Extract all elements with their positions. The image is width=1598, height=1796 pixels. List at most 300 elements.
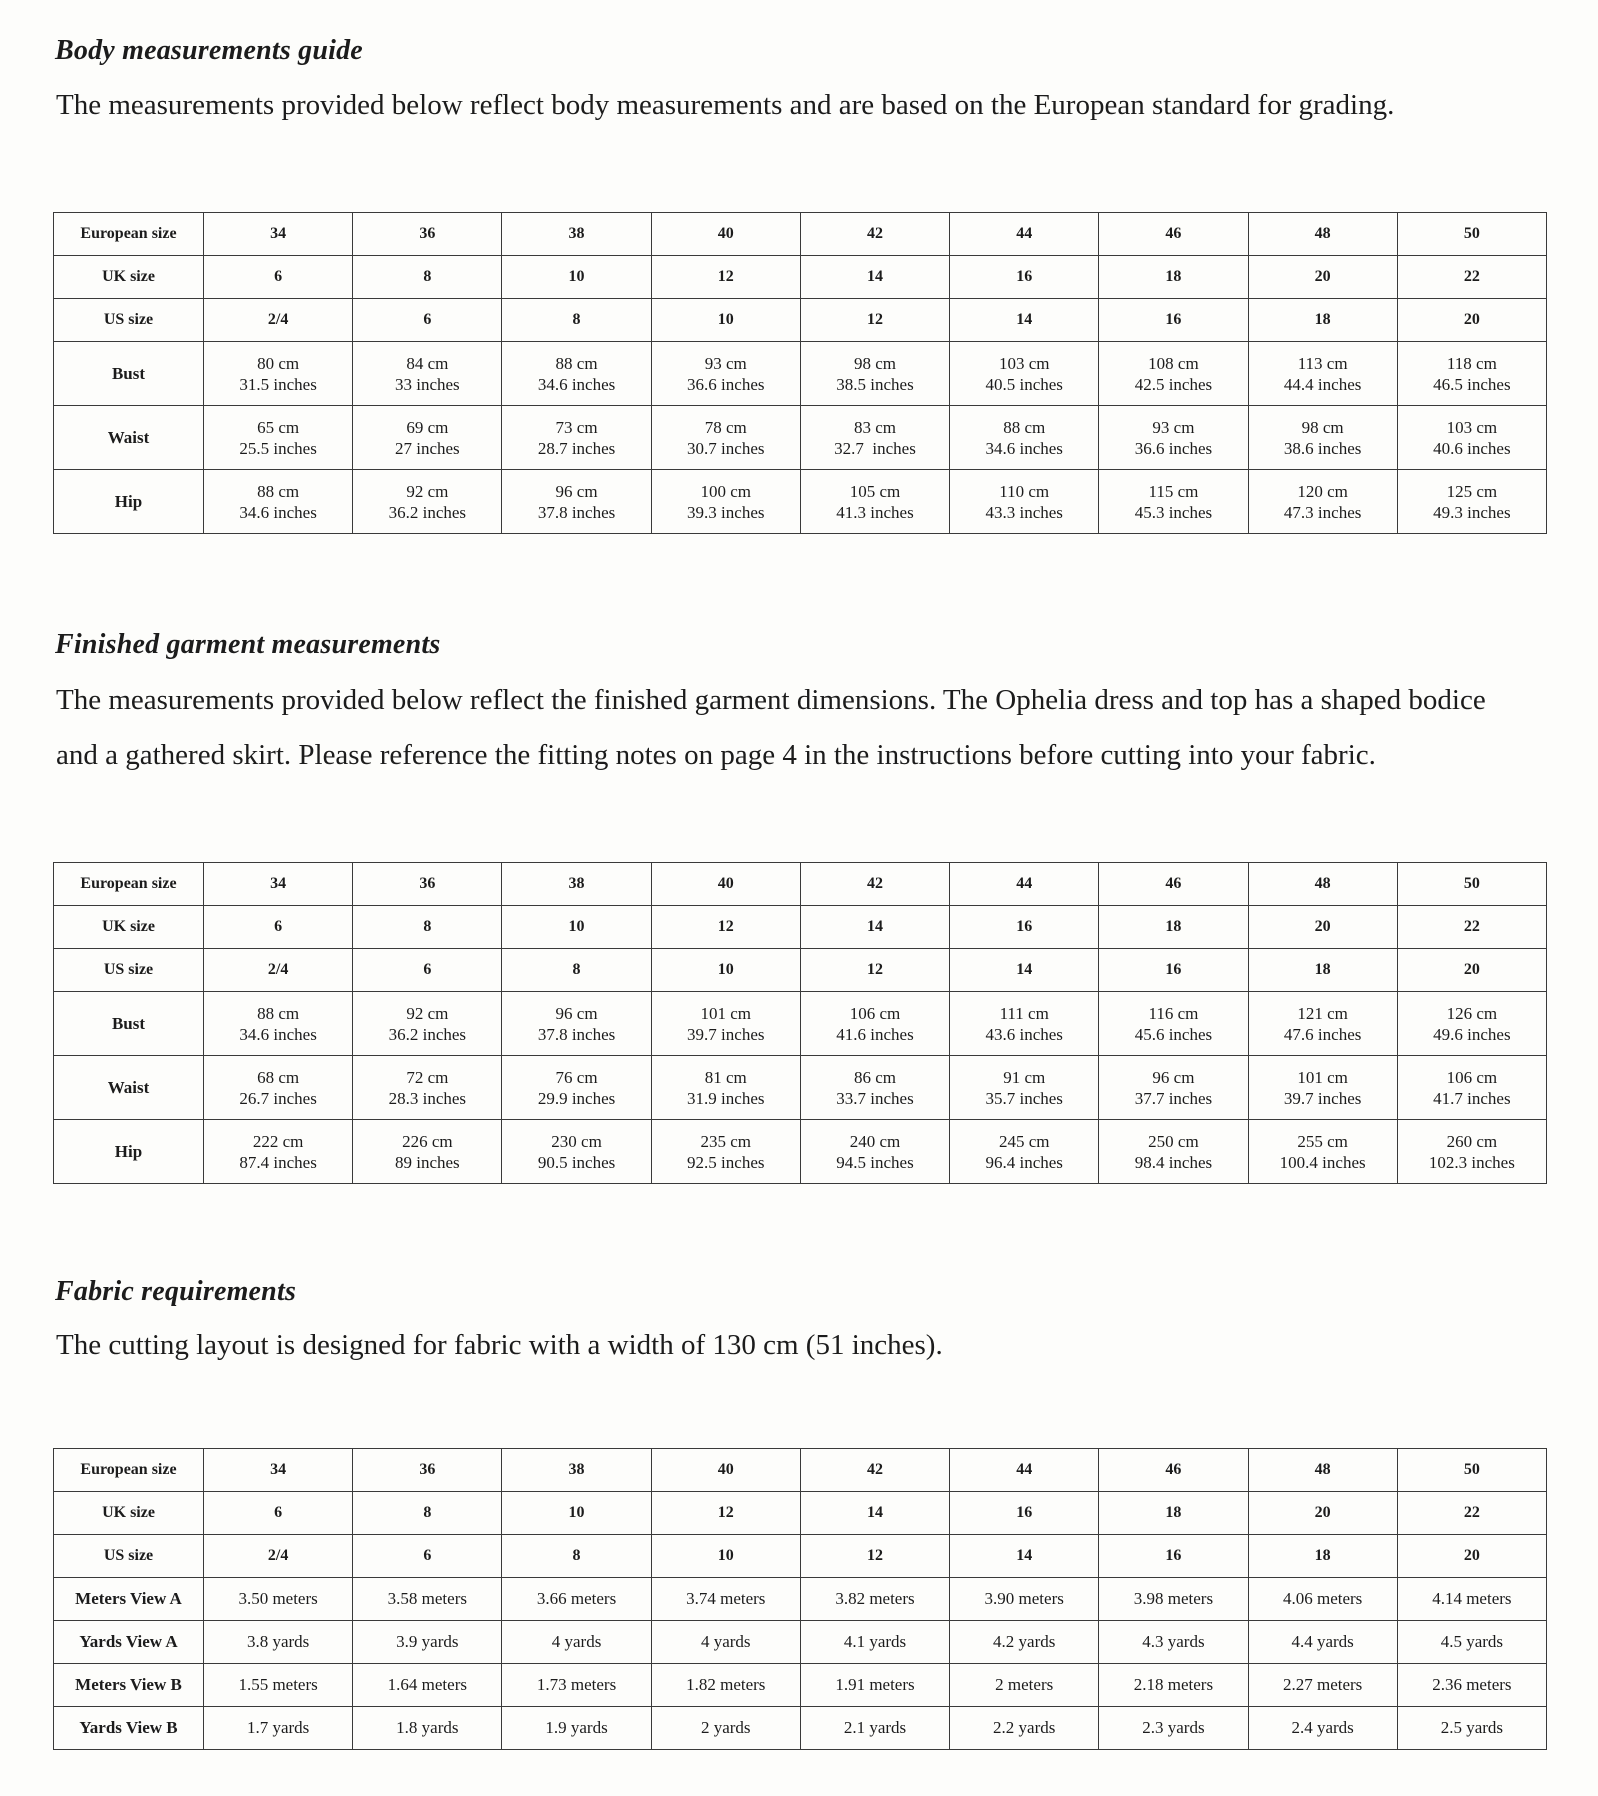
- size-cell: 12: [651, 906, 800, 949]
- fabric-cell: 2.2 yards: [950, 1707, 1099, 1750]
- row-label: UK size: [54, 906, 204, 949]
- inches-value: 34.6 inches: [239, 502, 317, 522]
- cm-value: 93 cm: [1152, 417, 1195, 437]
- cm-value: 120 cm: [1297, 481, 1348, 501]
- inches-value: 45.6 inches: [1134, 1024, 1213, 1044]
- inches-value: 32.7 inches: [834, 438, 916, 458]
- inches-value: 43.6 inches: [985, 1024, 1063, 1044]
- inches-value: 102.3 inches: [1428, 1152, 1515, 1172]
- size-cell: 6: [204, 1492, 353, 1535]
- size-cell: 50: [1397, 1449, 1546, 1492]
- size-cell: 48: [1248, 1449, 1397, 1492]
- body-measurements-description: The measurements provided below reflect body measurements and are based on the European standard for grading.: [56, 89, 1395, 121]
- measurement-cell: [800, 406, 949, 470]
- description-line: The measurements provided below reflect the finished garment dimensions. The Ophelia dress and top has a shaped bodice: [56, 684, 1486, 716]
- inches-value: 28.7 inches: [537, 438, 616, 458]
- inches-value: 42.5 inches: [1134, 374, 1213, 394]
- row-label: UK size: [54, 256, 204, 299]
- measurement-cell: [502, 406, 651, 470]
- size-cell: 6: [353, 949, 502, 992]
- cm-value: 106 cm: [1446, 1067, 1498, 1087]
- fabric-cell: 2 meters: [950, 1664, 1099, 1707]
- cm-value: 111 cm: [999, 1003, 1049, 1023]
- measurement-cell: [353, 342, 502, 406]
- size-cell: 34: [204, 213, 353, 256]
- inches-value: 37.8 inches: [537, 502, 616, 522]
- size-cell: 18: [1248, 1535, 1397, 1578]
- fabric-requirements-title: Fabric requirements: [55, 1276, 297, 1307]
- size-cell: 20: [1248, 1492, 1397, 1535]
- measurement-cell: [204, 1120, 353, 1184]
- measurement-cell: [1248, 992, 1397, 1056]
- row-label: US size: [54, 1535, 204, 1578]
- measurement-cell: [1397, 342, 1546, 406]
- cm-value: 84 cm: [406, 353, 449, 373]
- size-cell: 8: [502, 949, 651, 992]
- measurement-cell: [950, 342, 1099, 406]
- inches-value: 96.4 inches: [985, 1152, 1063, 1172]
- fabric-cell: 2.1 yards: [800, 1707, 949, 1750]
- fabric-cell: 1.9 yards: [502, 1707, 651, 1750]
- size-cell: 34: [204, 863, 353, 906]
- inches-value: 39.3 inches: [687, 502, 765, 522]
- garment-measurements-title: Finished garment measurements: [55, 629, 441, 660]
- inches-value: 34.6 inches: [537, 374, 616, 394]
- table-row: [54, 1056, 1547, 1120]
- inches-value: 40.6 inches: [1433, 438, 1511, 458]
- measurement-cell: [204, 1056, 353, 1120]
- size-cell: 18: [1099, 256, 1248, 299]
- cm-value: 100 cm: [700, 481, 752, 501]
- size-cell: 20: [1248, 256, 1397, 299]
- inches-value: 89 inches: [394, 1152, 460, 1172]
- body-measurements-title: Body measurements guide: [55, 35, 363, 66]
- garment-measurements-description: [56, 673, 1486, 783]
- fabric-cell: 4.14 meters: [1397, 1578, 1546, 1621]
- fabric-cell: 1.82 meters: [651, 1664, 800, 1707]
- size-cell: 34: [204, 1449, 353, 1492]
- size-cell: 20: [1248, 906, 1397, 949]
- table-row: [54, 1120, 1547, 1184]
- cm-value: 98 cm: [853, 353, 896, 373]
- inches-value: 31.5 inches: [239, 374, 317, 394]
- cm-value: 92 cm: [406, 1003, 449, 1023]
- size-cell: 40: [651, 213, 800, 256]
- size-cell: 16: [950, 1492, 1099, 1535]
- fabric-cell: 4.2 yards: [950, 1621, 1099, 1664]
- measurement-cell: [651, 342, 800, 406]
- us-size-row: [54, 949, 1547, 992]
- inches-value: 35.7 inches: [985, 1088, 1063, 1108]
- cm-value: 72 cm: [406, 1067, 449, 1087]
- cm-value: 88 cm: [257, 481, 300, 501]
- measurement-cell: [502, 342, 651, 406]
- row-label: Meters View B: [54, 1664, 204, 1707]
- measurement-cell: [204, 342, 353, 406]
- fabric-cell: 3.66 meters: [502, 1578, 651, 1621]
- cm-value: 73 cm: [555, 417, 598, 437]
- size-cell: 14: [800, 256, 949, 299]
- measurement-cell: [1248, 342, 1397, 406]
- measurement-cell: [353, 1056, 502, 1120]
- cm-value: 101 cm: [1297, 1067, 1348, 1087]
- fabric-cell: 2.4 yards: [1248, 1707, 1397, 1750]
- size-cell: 16: [950, 906, 1099, 949]
- measurement-cell: [651, 992, 800, 1056]
- cm-value: 76 cm: [555, 1067, 598, 1087]
- measurement-cell: [502, 1120, 651, 1184]
- inches-value: 94.5 inches: [836, 1152, 914, 1172]
- row-label: European size: [54, 863, 204, 906]
- measurement-cell: [1099, 470, 1248, 534]
- fabric-cell: 3.74 meters: [651, 1578, 800, 1621]
- measurement-cell: [950, 992, 1099, 1056]
- cm-value: 250 cm: [1148, 1131, 1199, 1151]
- size-cell: 14: [800, 1492, 949, 1535]
- cm-value: 96 cm: [1152, 1067, 1195, 1087]
- size-cell: 14: [950, 1535, 1099, 1578]
- measurement-cell: [1099, 992, 1248, 1056]
- fabric-cell: 3.90 meters: [950, 1578, 1099, 1621]
- inches-value: 34.6 inches: [985, 438, 1063, 458]
- row-label: US size: [54, 949, 204, 992]
- european-size-row: [54, 863, 1547, 906]
- size-cell: 36: [353, 863, 502, 906]
- size-cell: 12: [800, 1535, 949, 1578]
- measurement-cell: [502, 470, 651, 534]
- inches-value: 34.6 inches: [239, 1024, 317, 1044]
- inches-value: 37.8 inches: [537, 1024, 616, 1044]
- size-cell: 22: [1397, 1492, 1546, 1535]
- fabric-cell: 3.8 yards: [204, 1621, 353, 1664]
- measurement-cell: [800, 1120, 949, 1184]
- fabric-cell: 4.1 yards: [800, 1621, 949, 1664]
- size-cell: 6: [204, 906, 353, 949]
- european-size-row: [54, 213, 1547, 256]
- cm-value: 118 cm: [1446, 353, 1497, 373]
- size-cell: 20: [1397, 949, 1546, 992]
- inches-value: 41.7 inches: [1433, 1088, 1511, 1108]
- size-cell: 2/4: [204, 299, 353, 342]
- size-cell: 10: [651, 1535, 800, 1578]
- cm-value: 255 cm: [1297, 1131, 1348, 1151]
- measurement-cell: [950, 406, 1099, 470]
- fabric-cell: 2.27 meters: [1248, 1664, 1397, 1707]
- measurement-cell: [1099, 342, 1248, 406]
- inches-value: 28.3 inches: [388, 1088, 467, 1108]
- inches-value: 90.5 inches: [537, 1152, 616, 1172]
- row-label: European size: [54, 213, 204, 256]
- measurement-cell: [651, 470, 800, 534]
- cm-value: 108 cm: [1148, 353, 1199, 373]
- cm-value: 103 cm: [1446, 417, 1498, 437]
- size-cell: 46: [1099, 213, 1248, 256]
- size-cell: 44: [950, 213, 1099, 256]
- measurement-cell: [950, 1056, 1099, 1120]
- fabric-cell: 4 yards: [651, 1621, 800, 1664]
- cm-value: 235 cm: [700, 1131, 752, 1151]
- measurement-cell: [1397, 1056, 1546, 1120]
- size-cell: 2/4: [204, 1535, 353, 1578]
- table-row: [54, 406, 1547, 470]
- size-cell: 42: [800, 213, 949, 256]
- inches-value: 33.7 inches: [836, 1088, 914, 1108]
- size-cell: 12: [651, 256, 800, 299]
- cm-value: 103 cm: [998, 353, 1050, 373]
- size-cell: 16: [1099, 949, 1248, 992]
- cm-value: 86 cm: [853, 1067, 896, 1087]
- inches-value: 41.6 inches: [836, 1024, 914, 1044]
- row-label: Bust: [54, 342, 204, 406]
- cm-value: 101 cm: [700, 1003, 752, 1023]
- inches-value: 44.4 inches: [1283, 374, 1362, 394]
- measurement-cell: [1397, 470, 1546, 534]
- cm-value: 78 cm: [704, 417, 747, 437]
- size-cell: 46: [1099, 1449, 1248, 1492]
- table-row: [54, 1578, 1547, 1621]
- description-line: and a gathered skirt. Please reference the fitting notes on page 4 in the instructions before cutting into your fabric.: [56, 739, 1376, 771]
- cm-value: 88 cm: [1003, 417, 1046, 437]
- size-cell: 8: [353, 1492, 502, 1535]
- measurement-cell: [1099, 1120, 1248, 1184]
- cm-value: 83 cm: [853, 417, 896, 437]
- size-cell: 6: [353, 1535, 502, 1578]
- measurement-cell: [1099, 406, 1248, 470]
- inches-value: 40.5 inches: [985, 374, 1063, 394]
- size-cell: 12: [651, 1492, 800, 1535]
- cm-value: 240 cm: [849, 1131, 901, 1151]
- measurement-cell: [1248, 406, 1397, 470]
- measurement-cell: [353, 992, 502, 1056]
- size-cell: 42: [800, 863, 949, 906]
- table-row: [54, 342, 1547, 406]
- measurement-cell: [1397, 406, 1546, 470]
- size-cell: 18: [1099, 906, 1248, 949]
- size-cell: 50: [1397, 213, 1546, 256]
- size-cell: 14: [950, 949, 1099, 992]
- fabric-cell: 2 yards: [651, 1707, 800, 1750]
- inches-value: 31.9 inches: [687, 1088, 765, 1108]
- fabric-cell: 4.4 yards: [1248, 1621, 1397, 1664]
- size-cell: 36: [353, 1449, 502, 1492]
- fabric-cell: 4.5 yards: [1397, 1621, 1546, 1664]
- us-size-row: [54, 299, 1547, 342]
- inches-value: 36.2 inches: [388, 1024, 467, 1044]
- cm-value: 96 cm: [555, 481, 598, 501]
- uk-size-row: [54, 256, 1547, 299]
- european-size-row: [54, 1449, 1547, 1492]
- cm-value: 69 cm: [406, 417, 449, 437]
- fabric-cell: 4 yards: [502, 1621, 651, 1664]
- size-cell: 10: [651, 949, 800, 992]
- fabric-cell: 3.82 meters: [800, 1578, 949, 1621]
- size-cell: 48: [1248, 213, 1397, 256]
- inches-value: 46.5 inches: [1433, 374, 1511, 394]
- inches-value: 100.4 inches: [1279, 1152, 1366, 1172]
- inches-value: 36.2 inches: [388, 502, 467, 522]
- cm-value: 125 cm: [1446, 481, 1498, 501]
- fabric-cell: 3.9 yards: [353, 1621, 502, 1664]
- row-label: Waist: [54, 1056, 204, 1120]
- row-label: Bust: [54, 992, 204, 1056]
- size-cell: 20: [1397, 299, 1546, 342]
- row-label: Hip: [54, 470, 204, 534]
- cm-value: 65 cm: [257, 417, 300, 437]
- cm-value: 81 cm: [704, 1067, 747, 1087]
- row-label: European size: [54, 1449, 204, 1492]
- size-cell: 22: [1397, 906, 1546, 949]
- inches-value: 92.5 inches: [687, 1152, 765, 1172]
- inches-value: 47.3 inches: [1283, 502, 1362, 522]
- inches-value: 87.4 inches: [239, 1152, 317, 1172]
- fabric-cell: 3.58 meters: [353, 1578, 502, 1621]
- measurement-cell: [800, 470, 949, 534]
- size-cell: 44: [950, 863, 1099, 906]
- row-label: UK size: [54, 1492, 204, 1535]
- uk-size-row: [54, 1492, 1547, 1535]
- inches-value: 38.5 inches: [836, 374, 914, 394]
- measurement-cell: [1099, 1056, 1248, 1120]
- cm-value: 68 cm: [257, 1067, 300, 1087]
- measurement-cell: [502, 1056, 651, 1120]
- row-label: Hip: [54, 1120, 204, 1184]
- measurement-cell: [950, 470, 1099, 534]
- size-cell: 14: [800, 906, 949, 949]
- cm-value: 121 cm: [1297, 1003, 1348, 1023]
- cm-value: 245 cm: [998, 1131, 1050, 1151]
- measurement-cell: [651, 1120, 800, 1184]
- cm-value: 106 cm: [849, 1003, 901, 1023]
- inches-value: 43.3 inches: [985, 502, 1063, 522]
- row-label: Yards View B: [54, 1707, 204, 1750]
- size-cell: 46: [1099, 863, 1248, 906]
- inches-value: 36.6 inches: [687, 374, 765, 394]
- inches-value: 49.3 inches: [1433, 502, 1511, 522]
- fabric-cell: 4.3 yards: [1099, 1621, 1248, 1664]
- measurement-cell: [1397, 992, 1546, 1056]
- size-cell: 42: [800, 1449, 949, 1492]
- size-cell: 18: [1248, 949, 1397, 992]
- table-row: [54, 470, 1547, 534]
- measurement-cell: [651, 406, 800, 470]
- inches-value: 39.7 inches: [1283, 1088, 1362, 1108]
- inches-value: 33 inches: [394, 374, 460, 394]
- size-cell: 14: [950, 299, 1099, 342]
- fabric-cell: 2.36 meters: [1397, 1664, 1546, 1707]
- fabric-cell: 4.06 meters: [1248, 1578, 1397, 1621]
- size-cell: 36: [353, 213, 502, 256]
- inches-value: 25.5 inches: [239, 438, 317, 458]
- cm-value: 88 cm: [257, 1003, 300, 1023]
- row-label: Yards View A: [54, 1621, 204, 1664]
- size-cell: 2/4: [204, 949, 353, 992]
- size-cell: 16: [1099, 299, 1248, 342]
- size-cell: 16: [1099, 1535, 1248, 1578]
- cm-value: 115 cm: [1148, 481, 1199, 501]
- fabric-cell: 1.55 meters: [204, 1664, 353, 1707]
- table-row: [54, 1707, 1547, 1750]
- size-cell: 22: [1397, 256, 1546, 299]
- cm-value: 113 cm: [1297, 353, 1348, 373]
- fabric-cell: 1.73 meters: [502, 1664, 651, 1707]
- size-cell: 6: [204, 256, 353, 299]
- cm-value: 116 cm: [1148, 1003, 1199, 1023]
- measurement-cell: [204, 406, 353, 470]
- table-row: [54, 992, 1547, 1056]
- inches-value: 27 inches: [394, 438, 460, 458]
- inches-value: 29.9 inches: [537, 1088, 616, 1108]
- size-cell: 10: [502, 1492, 651, 1535]
- size-cell: 8: [353, 256, 502, 299]
- inches-value: 98.4 inches: [1134, 1152, 1213, 1172]
- size-cell: 50: [1397, 863, 1546, 906]
- cm-value: 98 cm: [1301, 417, 1344, 437]
- fabric-cell: 3.50 meters: [204, 1578, 353, 1621]
- measurement-cell: [800, 342, 949, 406]
- size-cell: 48: [1248, 863, 1397, 906]
- measurement-cell: [1248, 1120, 1397, 1184]
- size-cell: 12: [800, 299, 949, 342]
- inches-value: 39.7 inches: [687, 1024, 765, 1044]
- garment-measurements-table: [53, 862, 1547, 1184]
- size-cell: 20: [1397, 1535, 1546, 1578]
- cm-value: 222 cm: [252, 1131, 304, 1151]
- fabric-cell: 1.91 meters: [800, 1664, 949, 1707]
- cm-value: 80 cm: [257, 353, 300, 373]
- measurement-cell: [651, 1056, 800, 1120]
- inches-value: 36.6 inches: [1134, 438, 1213, 458]
- fabric-cell: 1.8 yards: [353, 1707, 502, 1750]
- row-label: Waist: [54, 406, 204, 470]
- cm-value: 110 cm: [999, 481, 1050, 501]
- us-size-row: [54, 1535, 1547, 1578]
- size-cell: 38: [502, 1449, 651, 1492]
- measurement-cell: [353, 1120, 502, 1184]
- size-cell: 12: [800, 949, 949, 992]
- measurement-cell: [353, 470, 502, 534]
- row-label: Meters View A: [54, 1578, 204, 1621]
- fabric-cell: 2.5 yards: [1397, 1707, 1546, 1750]
- cm-value: 126 cm: [1446, 1003, 1498, 1023]
- body-measurements-table: [53, 212, 1547, 534]
- size-cell: 10: [502, 256, 651, 299]
- size-cell: 16: [950, 256, 1099, 299]
- size-cell: 18: [1248, 299, 1397, 342]
- measurement-cell: [353, 406, 502, 470]
- size-cell: 10: [651, 299, 800, 342]
- size-cell: 8: [502, 1535, 651, 1578]
- inches-value: 26.7 inches: [239, 1088, 317, 1108]
- measurement-cell: [1248, 1056, 1397, 1120]
- inches-value: 37.7 inches: [1134, 1088, 1213, 1108]
- size-cell: 38: [502, 213, 651, 256]
- fabric-requirements-table: [53, 1448, 1547, 1750]
- inches-value: 47.6 inches: [1283, 1024, 1362, 1044]
- size-cell: 8: [502, 299, 651, 342]
- cm-value: 93 cm: [704, 353, 747, 373]
- size-cell: 44: [950, 1449, 1099, 1492]
- cm-value: 260 cm: [1446, 1131, 1498, 1151]
- cm-value: 226 cm: [402, 1131, 453, 1151]
- measurement-cell: [204, 470, 353, 534]
- size-cell: 38: [502, 863, 651, 906]
- inches-value: 41.3 inches: [836, 502, 914, 522]
- row-label: US size: [54, 299, 204, 342]
- measurement-cell: [1397, 1120, 1546, 1184]
- size-cell: 40: [651, 863, 800, 906]
- inches-value: 30.7 inches: [687, 438, 765, 458]
- size-cell: 10: [502, 906, 651, 949]
